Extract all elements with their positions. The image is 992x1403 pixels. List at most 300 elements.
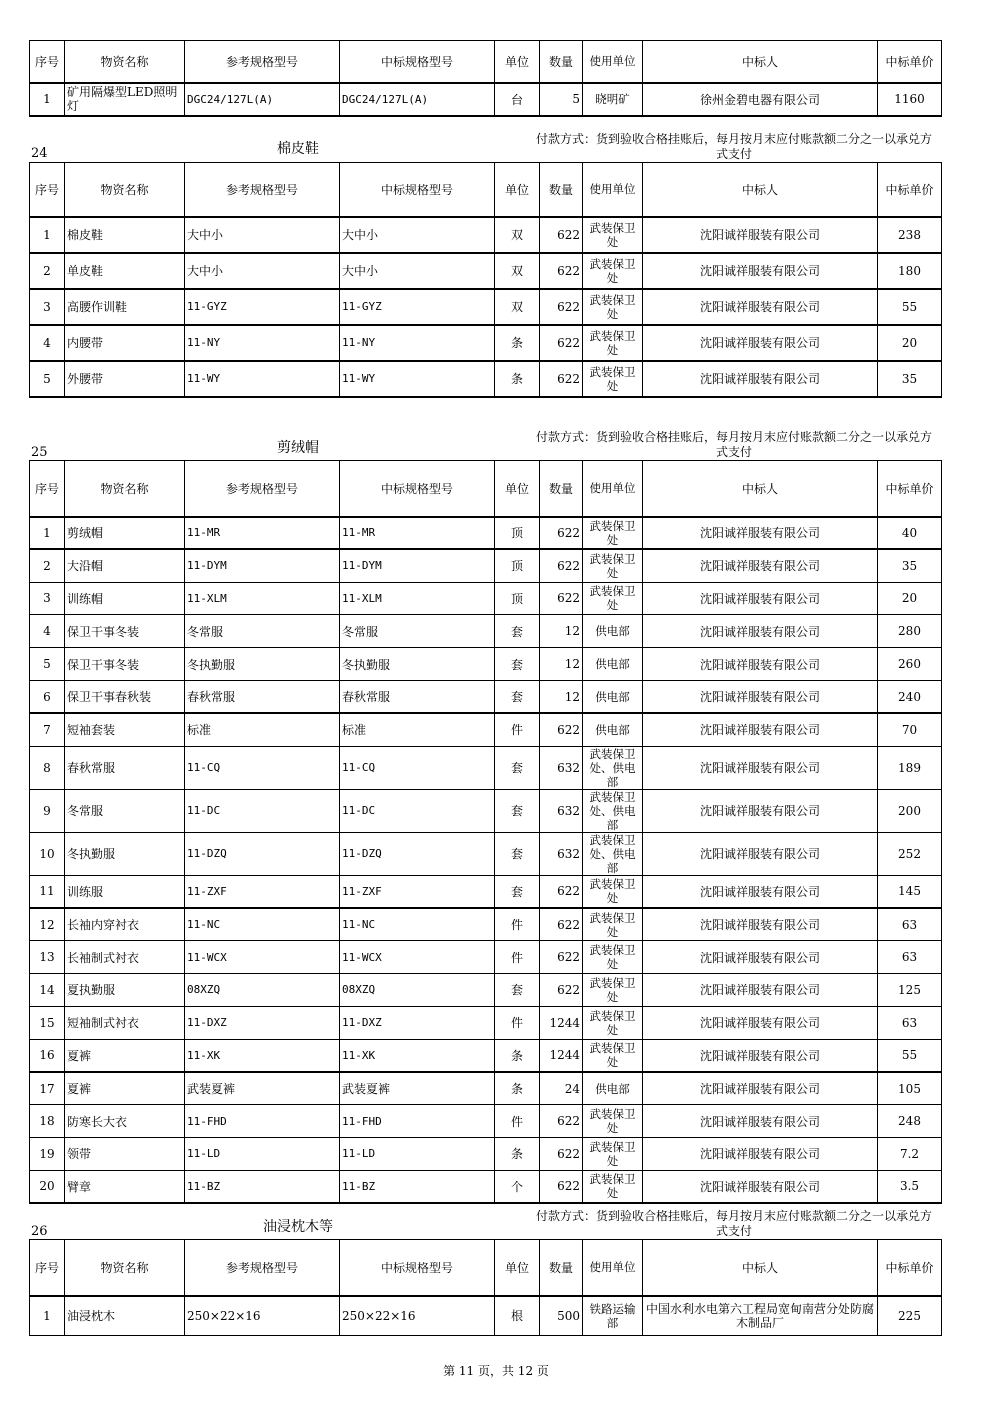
section-24-table (29, 162, 942, 398)
table-row (30, 680, 942, 713)
row-number: 10 (30, 832, 65, 875)
table-row (30, 875, 942, 908)
table-row (30, 1296, 942, 1336)
reference-spec: 11-LD (185, 1137, 340, 1170)
section-24-payment: 付款方式：货到验收合格挂账后，每月按月末应付账款额二分之一以承兑方式支付 (536, 132, 933, 161)
row-number: 1 (30, 1296, 65, 1336)
row-number: 17 (30, 1072, 65, 1105)
unit: 顶 (495, 582, 540, 615)
reference-spec: 武装夏裤 (185, 1072, 340, 1105)
unit-price: 189 (878, 746, 942, 789)
column-header-row-number: 序号 (30, 1240, 65, 1296)
item-name: 单皮鞋 (65, 253, 185, 289)
item-name: 春秋常服 (65, 746, 185, 789)
bid-spec: 250×22×16 (340, 1296, 495, 1336)
quantity: 622 (540, 325, 583, 361)
row-number: 5 (30, 361, 65, 397)
using-unit: 武装保卫处 (583, 517, 643, 550)
unit-price: 40 (878, 517, 942, 550)
item-name: 短袖套装 (65, 713, 185, 746)
section-25-number: 25 (31, 445, 48, 460)
winning-bidder: 沈阳诚祥服装有限公司 (643, 1006, 878, 1039)
bid-spec: 08XZQ (340, 973, 495, 1006)
column-header-item-name: 物资名称 (65, 461, 185, 517)
bid-spec: 11-DC (340, 789, 495, 832)
table-row (30, 1105, 942, 1138)
quantity: 622 (540, 875, 583, 908)
section-26-table (29, 1239, 942, 1336)
table-row (30, 973, 942, 1006)
quantity: 632 (540, 746, 583, 789)
reference-spec: DGC24/127L(A) (185, 83, 340, 116)
unit: 顶 (495, 517, 540, 550)
section-25-table-body (30, 461, 942, 1204)
column-header-row-number: 序号 (30, 41, 65, 83)
winning-bidder: 沈阳诚祥服装有限公司 (643, 1039, 878, 1072)
unit-price: 70 (878, 713, 942, 746)
section-24-table-body (30, 163, 942, 397)
table-row (30, 1006, 942, 1039)
unit-price: 55 (878, 289, 942, 325)
unit: 件 (495, 941, 540, 974)
reference-spec: 11-DC (185, 789, 340, 832)
quantity: 632 (540, 832, 583, 875)
item-name: 棉皮鞋 (65, 217, 185, 253)
unit-price: 252 (878, 832, 942, 875)
table-row (30, 1137, 942, 1170)
table-row (30, 648, 942, 681)
table-row (30, 1072, 942, 1105)
table-row (30, 746, 942, 789)
column-header-quantity: 数量 (540, 461, 583, 517)
unit: 双 (495, 217, 540, 253)
column-header-winning-bidder: 中标人 (643, 41, 878, 83)
using-unit: 武装保卫处 (583, 875, 643, 908)
reference-spec: 11-NC (185, 908, 340, 941)
bid-spec: 11-BZ (340, 1170, 495, 1203)
row-number: 16 (30, 1039, 65, 1072)
unit: 套 (495, 832, 540, 875)
unit-price: 200 (878, 789, 942, 832)
section-25-payment: 付款方式：货到验收合格挂账后，每月按月末应付账款额二分之一以承兑方式支付 (536, 430, 933, 459)
row-number: 1 (30, 83, 65, 116)
quantity: 622 (540, 217, 583, 253)
item-name: 长袖内穿衬衣 (65, 908, 185, 941)
unit-price: 35 (878, 361, 942, 397)
row-number: 19 (30, 1137, 65, 1170)
reference-spec: 11-ZXF (185, 875, 340, 908)
bid-spec: 11-WY (340, 361, 495, 397)
winning-bidder: 沈阳诚祥服装有限公司 (643, 217, 878, 253)
using-unit: 武装保卫处 (583, 582, 643, 615)
bid-spec: 标准 (340, 713, 495, 746)
bid-spec: 冬执勤服 (340, 648, 495, 681)
using-unit: 武装保卫处 (583, 217, 643, 253)
column-header-quantity: 数量 (540, 41, 583, 83)
winning-bidder: 沈阳诚祥服装有限公司 (643, 789, 878, 832)
row-number: 6 (30, 680, 65, 713)
quantity: 622 (540, 253, 583, 289)
bid-spec: 11-NC (340, 908, 495, 941)
column-header-unit: 单位 (495, 41, 540, 83)
unit-price: 125 (878, 973, 942, 1006)
reference-spec: 11-WCX (185, 941, 340, 974)
page-footer: 第 11 页，共 12 页 (443, 1364, 549, 1378)
bid-spec: 春秋常服 (340, 680, 495, 713)
column-header-quantity: 数量 (540, 163, 583, 217)
reference-spec: 08XZQ (185, 973, 340, 1006)
table-row (30, 832, 942, 875)
column-header-unit-price: 中标单价 (878, 163, 942, 217)
item-name: 冬执勤服 (65, 832, 185, 875)
column-header-winning-bidder: 中标人 (643, 461, 878, 517)
column-header-reference-spec: 参考规格型号 (185, 41, 340, 83)
unit-price: 248 (878, 1105, 942, 1138)
bid-spec: 11-LD (340, 1137, 495, 1170)
unit: 套 (495, 746, 540, 789)
using-unit: 武装保卫处 (583, 1137, 643, 1170)
item-name: 高腰作训鞋 (65, 289, 185, 325)
winning-bidder: 沈阳诚祥服装有限公司 (643, 1072, 878, 1105)
table-row (30, 1039, 942, 1072)
unit-price: 3.5 (878, 1170, 942, 1203)
item-name: 训练服 (65, 875, 185, 908)
bid-spec: 11-WCX (340, 941, 495, 974)
using-unit: 武装保卫处 (583, 1039, 643, 1072)
quantity: 622 (540, 289, 583, 325)
item-name: 油浸枕木 (65, 1296, 185, 1336)
column-header-bid-spec: 中标规格型号 (340, 1240, 495, 1296)
bid-spec: 11-XLM (340, 582, 495, 615)
using-unit: 供电部 (583, 1072, 643, 1105)
bid-spec: 11-GYZ (340, 289, 495, 325)
bid-spec: 11-XK (340, 1039, 495, 1072)
column-header-reference-spec: 参考规格型号 (185, 163, 340, 217)
item-name: 短袖制式衬衣 (65, 1006, 185, 1039)
item-name: 保卫干事春秋装 (65, 680, 185, 713)
top-table-body (30, 41, 942, 116)
row-number: 11 (30, 875, 65, 908)
reference-spec: 11-DXZ (185, 1006, 340, 1039)
reference-spec: 250×22×16 (185, 1296, 340, 1336)
winning-bidder: 沈阳诚祥服装有限公司 (643, 908, 878, 941)
unit: 个 (495, 1170, 540, 1203)
reference-spec: 11-DZQ (185, 832, 340, 875)
using-unit: 武装保卫处 (583, 1170, 643, 1203)
column-header-bid-spec: 中标规格型号 (340, 461, 495, 517)
using-unit: 武装保卫处 (583, 941, 643, 974)
winning-bidder: 沈阳诚祥服装有限公司 (643, 832, 878, 875)
item-name: 夏执勤服 (65, 973, 185, 1006)
bid-spec: 11-NY (340, 325, 495, 361)
bid-spec: 11-CQ (340, 746, 495, 789)
section-26-title: 油浸枕木等 (263, 1219, 333, 1235)
using-unit: 武装保卫处、供电部 (583, 746, 643, 789)
item-name: 矿用隔爆型LED照明灯 (65, 83, 185, 116)
quantity: 12 (540, 680, 583, 713)
unit: 条 (495, 1072, 540, 1105)
column-header-using-unit: 使用单位 (583, 41, 643, 83)
row-number: 3 (30, 582, 65, 615)
item-name: 防寒长大衣 (65, 1105, 185, 1138)
row-number: 4 (30, 325, 65, 361)
winning-bidder: 沈阳诚祥服装有限公司 (643, 648, 878, 681)
row-number: 2 (30, 549, 65, 582)
row-number: 9 (30, 789, 65, 832)
reference-spec: 11-DYM (185, 549, 340, 582)
unit: 套 (495, 615, 540, 648)
winning-bidder: 沈阳诚祥服装有限公司 (643, 875, 878, 908)
winning-bidder: 徐州金碧电器有限公司 (643, 83, 878, 116)
reference-spec: 冬常服 (185, 615, 340, 648)
row-number: 20 (30, 1170, 65, 1203)
reference-spec: 11-BZ (185, 1170, 340, 1203)
table-row (30, 83, 942, 116)
unit: 套 (495, 875, 540, 908)
bid-spec: 11-MR (340, 517, 495, 550)
winning-bidder: 沈阳诚祥服装有限公司 (643, 549, 878, 582)
using-unit: 供电部 (583, 680, 643, 713)
unit: 双 (495, 253, 540, 289)
quantity: 5 (540, 83, 583, 116)
quantity: 500 (540, 1296, 583, 1336)
quantity: 12 (540, 615, 583, 648)
winning-bidder: 沈阳诚祥服装有限公司 (643, 615, 878, 648)
row-number: 2 (30, 253, 65, 289)
using-unit: 武装保卫处 (583, 973, 643, 1006)
column-header-item-name: 物资名称 (65, 41, 185, 83)
header-row (30, 1240, 942, 1296)
unit: 套 (495, 789, 540, 832)
row-number: 3 (30, 289, 65, 325)
quantity: 622 (540, 517, 583, 550)
unit-price: 63 (878, 941, 942, 974)
top-table (29, 40, 942, 117)
column-header-item-name: 物资名称 (65, 163, 185, 217)
unit-price: 225 (878, 1296, 942, 1336)
winning-bidder: 沈阳诚祥服装有限公司 (643, 253, 878, 289)
table-row (30, 517, 942, 550)
unit: 条 (495, 361, 540, 397)
winning-bidder: 沈阳诚祥服装有限公司 (643, 1170, 878, 1203)
item-name: 保卫干事冬装 (65, 648, 185, 681)
unit: 件 (495, 1105, 540, 1138)
bid-spec: 大中小 (340, 253, 495, 289)
using-unit: 武装保卫处 (583, 1006, 643, 1039)
quantity: 622 (540, 941, 583, 974)
reference-spec: 大中小 (185, 217, 340, 253)
using-unit: 铁路运输部 (583, 1296, 643, 1336)
column-header-reference-spec: 参考规格型号 (185, 1240, 340, 1296)
item-name: 长袖制式衬衣 (65, 941, 185, 974)
section-25-table (29, 460, 942, 1204)
table-row (30, 908, 942, 941)
using-unit: 供电部 (583, 648, 643, 681)
column-header-using-unit: 使用单位 (583, 163, 643, 217)
unit-price: 240 (878, 680, 942, 713)
unit: 条 (495, 1137, 540, 1170)
quantity: 622 (540, 1137, 583, 1170)
quantity: 622 (540, 973, 583, 1006)
quantity: 1244 (540, 1006, 583, 1039)
winning-bidder: 沈阳诚祥服装有限公司 (643, 973, 878, 1006)
bid-spec: 11-FHD (340, 1105, 495, 1138)
column-header-winning-bidder: 中标人 (643, 1240, 878, 1296)
column-header-item-name: 物资名称 (65, 1240, 185, 1296)
unit: 套 (495, 680, 540, 713)
quantity: 622 (540, 1105, 583, 1138)
bid-spec: 大中小 (340, 217, 495, 253)
using-unit: 武装保卫处 (583, 253, 643, 289)
table-row (30, 217, 942, 253)
quantity: 632 (540, 789, 583, 832)
table-row (30, 253, 942, 289)
winning-bidder: 沈阳诚祥服装有限公司 (643, 746, 878, 789)
table-row (30, 789, 942, 832)
reference-spec: 春秋常服 (185, 680, 340, 713)
header-row (30, 41, 942, 83)
bid-spec: 11-DZQ (340, 832, 495, 875)
using-unit: 供电部 (583, 615, 643, 648)
row-number: 1 (30, 517, 65, 550)
item-name: 剪绒帽 (65, 517, 185, 550)
unit-price: 280 (878, 615, 942, 648)
unit-price: 20 (878, 325, 942, 361)
table-row (30, 1170, 942, 1203)
reference-spec: 11-FHD (185, 1105, 340, 1138)
winning-bidder: 沈阳诚祥服装有限公司 (643, 713, 878, 746)
unit-price: 63 (878, 1006, 942, 1039)
using-unit: 武装保卫处 (583, 908, 643, 941)
section-24-number: 24 (31, 146, 48, 161)
header-row (30, 461, 942, 517)
unit-price: 63 (878, 908, 942, 941)
column-header-unit: 单位 (495, 1240, 540, 1296)
reference-spec: 11-XK (185, 1039, 340, 1072)
column-header-quantity: 数量 (540, 1240, 583, 1296)
quantity: 24 (540, 1072, 583, 1105)
unit-price: 35 (878, 549, 942, 582)
header-row (30, 163, 942, 217)
winning-bidder: 沈阳诚祥服装有限公司 (643, 680, 878, 713)
row-number: 7 (30, 713, 65, 746)
column-header-unit: 单位 (495, 163, 540, 217)
quantity: 622 (540, 1170, 583, 1203)
unit-price: 260 (878, 648, 942, 681)
item-name: 大沿帽 (65, 549, 185, 582)
unit-price: 105 (878, 1072, 942, 1105)
reference-spec: 冬执勤服 (185, 648, 340, 681)
winning-bidder: 沈阳诚祥服装有限公司 (643, 941, 878, 974)
unit: 件 (495, 713, 540, 746)
column-header-unit-price: 中标单价 (878, 1240, 942, 1296)
table-row (30, 325, 942, 361)
using-unit: 武装保卫处、供电部 (583, 789, 643, 832)
quantity: 622 (540, 361, 583, 397)
winning-bidder: 沈阳诚祥服装有限公司 (643, 325, 878, 361)
unit-price: 7.2 (878, 1137, 942, 1170)
column-header-reference-spec: 参考规格型号 (185, 461, 340, 517)
winning-bidder: 中国水利水电第六工程局宽甸南营分处防腐木制品厂 (643, 1296, 878, 1336)
winning-bidder: 沈阳诚祥服装有限公司 (643, 289, 878, 325)
table-row (30, 582, 942, 615)
unit: 件 (495, 908, 540, 941)
column-header-using-unit: 使用单位 (583, 1240, 643, 1296)
unit-price: 180 (878, 253, 942, 289)
row-number: 14 (30, 973, 65, 1006)
reference-spec: 11-GYZ (185, 289, 340, 325)
row-number: 15 (30, 1006, 65, 1039)
column-header-unit-price: 中标单价 (878, 461, 942, 517)
winning-bidder: 沈阳诚祥服装有限公司 (643, 517, 878, 550)
reference-spec: 11-MR (185, 517, 340, 550)
bid-spec: 11-DXZ (340, 1006, 495, 1039)
section-26-table-body (30, 1240, 942, 1336)
using-unit: 武装保卫处 (583, 1105, 643, 1138)
row-number: 13 (30, 941, 65, 974)
row-number: 8 (30, 746, 65, 789)
quantity: 622 (540, 549, 583, 582)
table-row (30, 361, 942, 397)
reference-spec: 11-WY (185, 361, 340, 397)
table-row (30, 289, 942, 325)
item-name: 冬常服 (65, 789, 185, 832)
reference-spec: 11-XLM (185, 582, 340, 615)
column-header-row-number: 序号 (30, 461, 65, 517)
bid-spec: 11-ZXF (340, 875, 495, 908)
unit: 台 (495, 83, 540, 116)
table-row (30, 549, 942, 582)
row-number: 5 (30, 648, 65, 681)
column-header-unit: 单位 (495, 461, 540, 517)
column-header-winning-bidder: 中标人 (643, 163, 878, 217)
bid-spec: DGC24/127L(A) (340, 83, 495, 116)
item-name: 夏裤 (65, 1072, 185, 1105)
winning-bidder: 沈阳诚祥服装有限公司 (643, 1137, 878, 1170)
column-header-bid-spec: 中标规格型号 (340, 163, 495, 217)
using-unit: 武装保卫处、供电部 (583, 832, 643, 875)
table-row (30, 941, 942, 974)
unit: 根 (495, 1296, 540, 1336)
bid-spec: 武装夏裤 (340, 1072, 495, 1105)
unit: 件 (495, 1006, 540, 1039)
unit: 条 (495, 1039, 540, 1072)
unit: 条 (495, 325, 540, 361)
row-number: 1 (30, 217, 65, 253)
section-26-payment: 付款方式：货到验收合格挂账后，每月按月末应付账款额二分之一以承兑方式支付 (536, 1209, 933, 1238)
item-name: 领带 (65, 1137, 185, 1170)
unit-price: 55 (878, 1039, 942, 1072)
row-number: 18 (30, 1105, 65, 1138)
section-26-number: 26 (31, 1224, 48, 1239)
row-number: 4 (30, 615, 65, 648)
using-unit: 武装保卫处 (583, 361, 643, 397)
using-unit: 武装保卫处 (583, 325, 643, 361)
section-25-title: 剪绒帽 (277, 440, 319, 456)
unit: 顶 (495, 549, 540, 582)
column-header-bid-spec: 中标规格型号 (340, 41, 495, 83)
reference-spec: 大中小 (185, 253, 340, 289)
item-name: 训练帽 (65, 582, 185, 615)
table-row (30, 615, 942, 648)
item-name: 夏裤 (65, 1039, 185, 1072)
column-header-unit-price: 中标单价 (878, 41, 942, 83)
bid-spec: 11-DYM (340, 549, 495, 582)
unit-price: 20 (878, 582, 942, 615)
winning-bidder: 沈阳诚祥服装有限公司 (643, 1105, 878, 1138)
quantity: 622 (540, 908, 583, 941)
using-unit: 武装保卫处 (583, 289, 643, 325)
